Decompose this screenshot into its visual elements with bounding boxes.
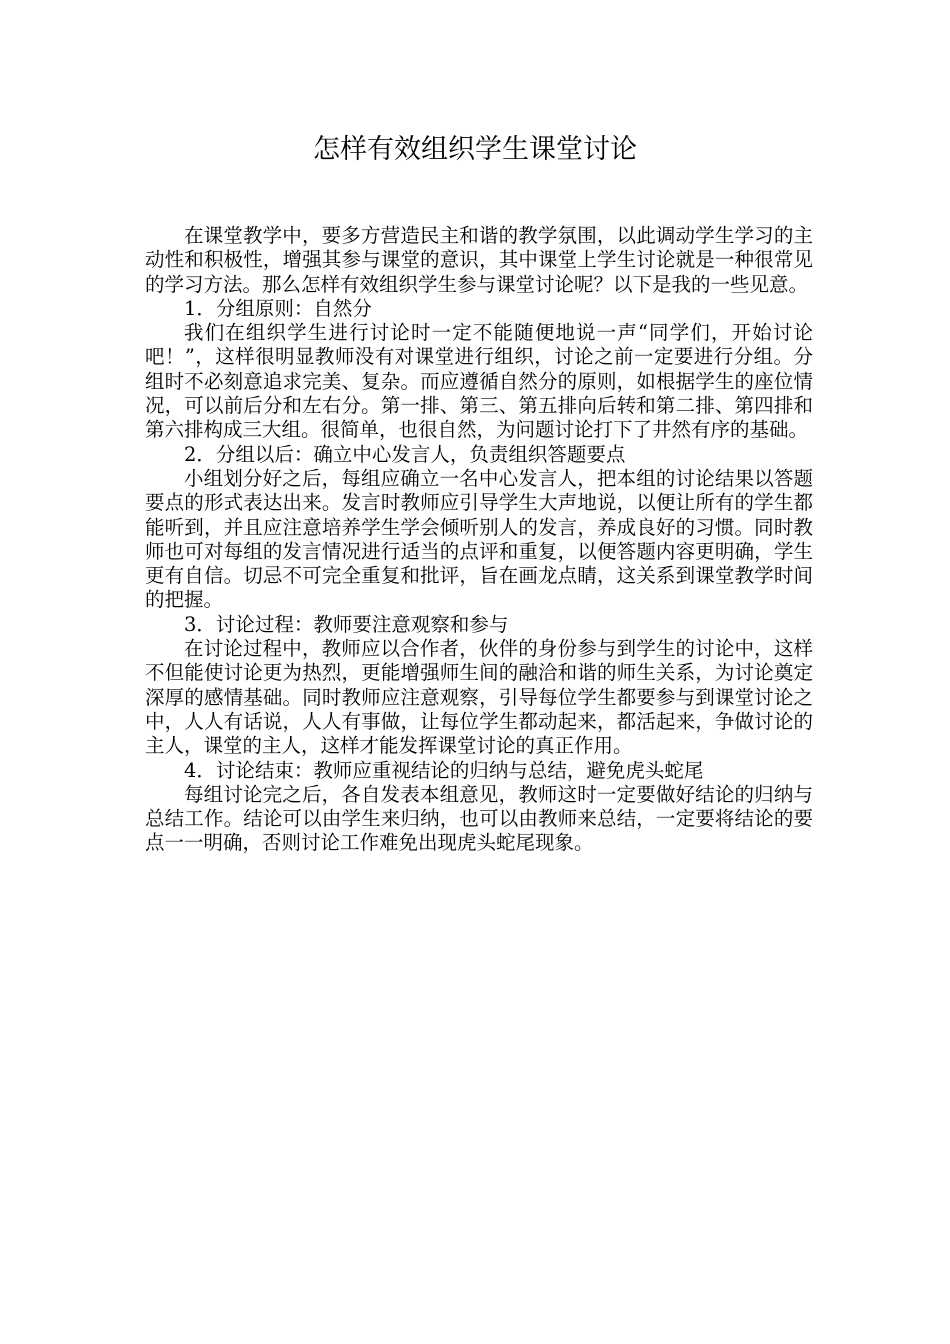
section-heading-4: 4．讨论结束：教师应重视结论的归纳与总结，避免虎头蛇尾 xyxy=(184,758,704,782)
section-heading-3: 3．讨论过程：教师要注意观察和参与 xyxy=(184,612,509,636)
section-heading-1: 1．分组原则：自然分 xyxy=(184,296,372,320)
intro-paragraph: 在课堂教学中，要多方营造民主和谐的教学氛围，以此调动学生学习的主动性和积极性，增强其参与课堂的意识，其中课堂上学生讨论就是一种很常见的学习方法。那么怎样有效组织学生参与课堂讨论呢？以下是我的一些见意。 xyxy=(145,224,813,296)
document-body xyxy=(145,224,813,856)
section-body-4: 每组讨论完之后，各自发表本组意见，教师这时一定要做好结论的归纳与总结工作。结论可以由学生来归纳，也可以由教师来总结，一定要将结论的要点一一明确，否则讨论工作难免出现虎头蛇尾现象。 xyxy=(145,782,813,855)
section-body-3: 在讨论过程中，教师应以合作者，伙伴的身份参与到学生的讨论中，这样不但能使讨论更为热烈，更能增强师生间的融洽和谐的师生关系，为讨论奠定深厚的感情基础。同时教师应注意观察，引导每位学生都要参与到课堂讨论之中，人人有话说，人人有事做，让每位学生都动起来，都活起来，争做讨论的主人，课堂的主人，这样才能发挥课堂讨论的真正作用。 xyxy=(145,637,813,758)
section-body-1: 我们在组织学生进行讨论时一定不能随便地说一声“同学们，开始讨论吧！”，这样很明显教师没有对课堂进行组织，讨论之前一定要进行分组。分组时不必刻意追求完美、复杂。而应遵循自然分的原则，如根据学生的座位情况，可以前后分和左右分。第一排、第三、第五排向后转和第二排、第四排和第六排构成三大组。很简单，也很自然，为问题讨论打下了井然有序的基础。 xyxy=(145,321,813,442)
section-heading-2: 2．分组以后：确立中心发言人，负责组织答题要点 xyxy=(184,442,626,466)
document-title: 怎样有效组织学生课堂讨论 xyxy=(313,134,637,165)
section-body-2: 小组划分好之后，每组应确立一名中心发言人，把本组的讨论结果以答题要点的形式表达出来。发言时教师应引导学生大声地说，以便让所有的学生都能听到，并且应注意培养学生学会倾听别人的发言，养成良好的习惯。同时教师也可对每组的发言情况进行适当的点评和重复，以便答题内容更明确，学生更有自信。切忌不可完全重复和批评，旨在画龙点睛，这关系到课堂教学时间的把握。 xyxy=(145,466,813,612)
